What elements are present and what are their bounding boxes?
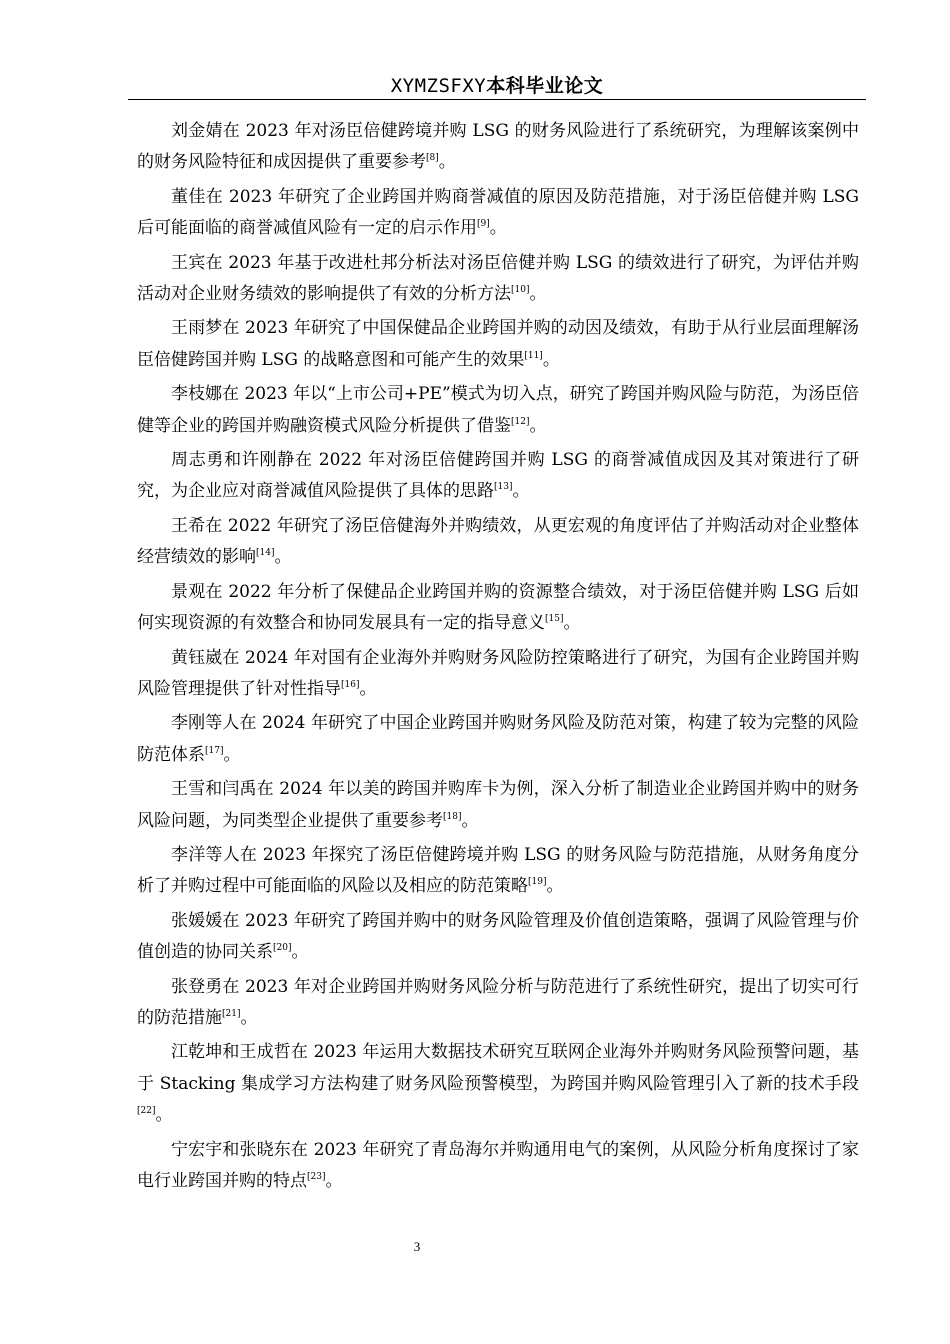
citation-ref: [23] [307, 1172, 326, 1182]
body-text [137, 116, 859, 1200]
page-number: 3 [413, 1239, 421, 1254]
paragraph-end: 。 [546, 876, 564, 897]
paragraph [137, 1037, 859, 1134]
paragraph-text: 李洋等人在 2023 年探究了汤臣倍健跨境并购 LSG 的财务风险与防范措施，从财务角度分析了并购过程中可能面临的风险以及相应的防范策略 [137, 844, 859, 897]
citation-ref: [15] [545, 614, 564, 625]
paragraph-end: 。 [542, 349, 560, 370]
paragraph-text: 刘金婧在 2023 年对汤臣倍健跨境并购 LSG 的财务风险进行了系统研究，为理解该案例中的财务风险特征和成因提供了重要参考 [137, 121, 859, 173]
paragraph-text: 江乾坤和王成哲在 2023 年运用大数据技术研究互联网企业海外并购财务风险预警问题，基于 Stacking 集成学习方法构建了财务风险预警模型，为跨国并购风险管理引入了新的技术手段 [137, 1042, 859, 1094]
citation-ref: [10] [511, 285, 530, 296]
paragraph-end: 。 [155, 1105, 173, 1126]
paragraph [137, 1135, 859, 1201]
paragraph-end: 。 [438, 152, 456, 173]
paragraph-text: 王宾在 2023 年基于改进杜邦分析法对汤臣倍健并购 LSG 的绩效进行了研究，为评估并购活动对企业财务绩效的影响提供了有效的分析方法 [137, 252, 859, 305]
paragraph-end: 。 [291, 942, 309, 963]
citation-ref: [17] [205, 745, 224, 756]
citation-ref: [11] [524, 350, 543, 361]
paragraph [137, 511, 859, 577]
paragraph-text: 张登勇在 2023 年对企业跨国并购财务风险分析与防范进行了系统性研究，提出了切实可行的防范措施 [137, 976, 859, 1028]
paragraph-text: 王雪和闫禹在 2024 年以美的跨国并购库卡为例，深入分析了制造业企业跨国并购中的财务风险问题，为同类型企业提供了重要参考 [137, 779, 859, 831]
header-title: 本科毕业论文 [486, 75, 604, 97]
citation-ref: [14] [256, 548, 275, 559]
paragraph [137, 248, 859, 314]
paragraph [137, 577, 859, 643]
citation-ref: [18] [443, 811, 462, 822]
paragraph-end: 。 [240, 1007, 258, 1028]
paragraph-text: 王希在 2022 年研究了汤臣倍健海外并购绩效，从更宏观的角度评估了并购活动对企业整体经营绩效的影响 [137, 515, 859, 568]
paragraph-end: 。 [274, 547, 292, 568]
paragraph-end: 。 [529, 284, 547, 305]
page-header [128, 74, 866, 98]
paragraph [137, 313, 859, 379]
paragraph-end: 。 [461, 810, 479, 831]
paragraph [137, 116, 859, 182]
paragraph [137, 643, 859, 709]
paragraph [137, 774, 859, 840]
paragraph-end: 。 [359, 678, 377, 699]
header-rule [128, 99, 866, 100]
paragraph-end: 。 [325, 1171, 343, 1191]
paragraph-text: 董佳在 2023 年研究了企业跨国并购商誉减值的原因及防范措施，对于汤臣倍健并购 LSG 后可能面临的商誉减值风险有一定的启示作用 [137, 186, 859, 239]
paragraph [137, 182, 859, 248]
citation-ref: [9] [477, 219, 490, 230]
paragraph [137, 906, 859, 972]
paragraph-end: 。 [512, 481, 530, 502]
citation-ref: [16] [341, 679, 360, 690]
citation-ref: [20] [273, 943, 292, 954]
paragraph-end: 。 [563, 613, 581, 634]
paragraph-text: 张媛媛在 2023 年研究了跨国并购中的财务风险管理及价值创造策略，强调了风险管理与价值创造的协同关系 [137, 910, 859, 963]
paragraph-end: 。 [489, 218, 507, 239]
paragraph-end: 。 [529, 415, 547, 436]
paragraph [137, 708, 859, 774]
header-prefix: XYMZSFXY [390, 75, 487, 97]
citation-ref: [21] [222, 1008, 241, 1019]
citation-ref: [19] [528, 877, 547, 888]
citation-ref: [8] [426, 153, 439, 164]
citation-ref: [13] [494, 482, 513, 493]
paragraph-text: 景观在 2022 年分析了保健品企业跨国并购的资源整合绩效，对于汤臣倍健并购 LSG 后如何实现资源的有效整合和协同发展具有一定的指导意义 [137, 581, 859, 634]
paragraph [137, 840, 859, 906]
paragraph [137, 445, 859, 511]
paragraph-text: 黄钰崴在 2024 年对国有企业海外并购财务风险防控策略进行了研究，为国有企业跨国并购风险管理提供了针对性指导 [137, 647, 859, 699]
paragraph-end: 。 [223, 744, 241, 765]
citation-ref: [12] [511, 416, 530, 427]
paragraph-text: 宁宏宇和张晓东在 2023 年研究了青岛海尔并购通用电气的案例，从风险分析角度探讨了家电行业跨国并购的特点 [137, 1139, 859, 1191]
paragraph-text: 周志勇和许刚静在 2022 年对汤臣倍健跨国并购 LSG 的商誉减值成因及其对策进行了研究，为企业应对商誉减值风险提供了具体的思路 [137, 450, 859, 502]
paragraph [137, 972, 859, 1038]
paragraph-text: 王雨梦在 2023 年研究了中国保健品企业跨国并购的动因及绩效，有助于从行业层面理解汤臣倍健跨国并购 LSG 的战略意图和可能产生的效果 [137, 318, 859, 370]
paragraph [137, 379, 859, 445]
paragraph-text: 李刚等人在 2024 年研究了中国企业跨国并购财务风险及防范对策，构建了较为完整的风险防范体系 [137, 713, 859, 765]
citation-ref: [22] [137, 1106, 156, 1117]
paragraph-text: 李枝娜在 2023 年以“上市公司+PE”模式为切入点，研究了跨国并购风险与防范，为汤臣倍健等企业的跨国并购融资模式风险分析提供了借鉴 [137, 384, 859, 436]
